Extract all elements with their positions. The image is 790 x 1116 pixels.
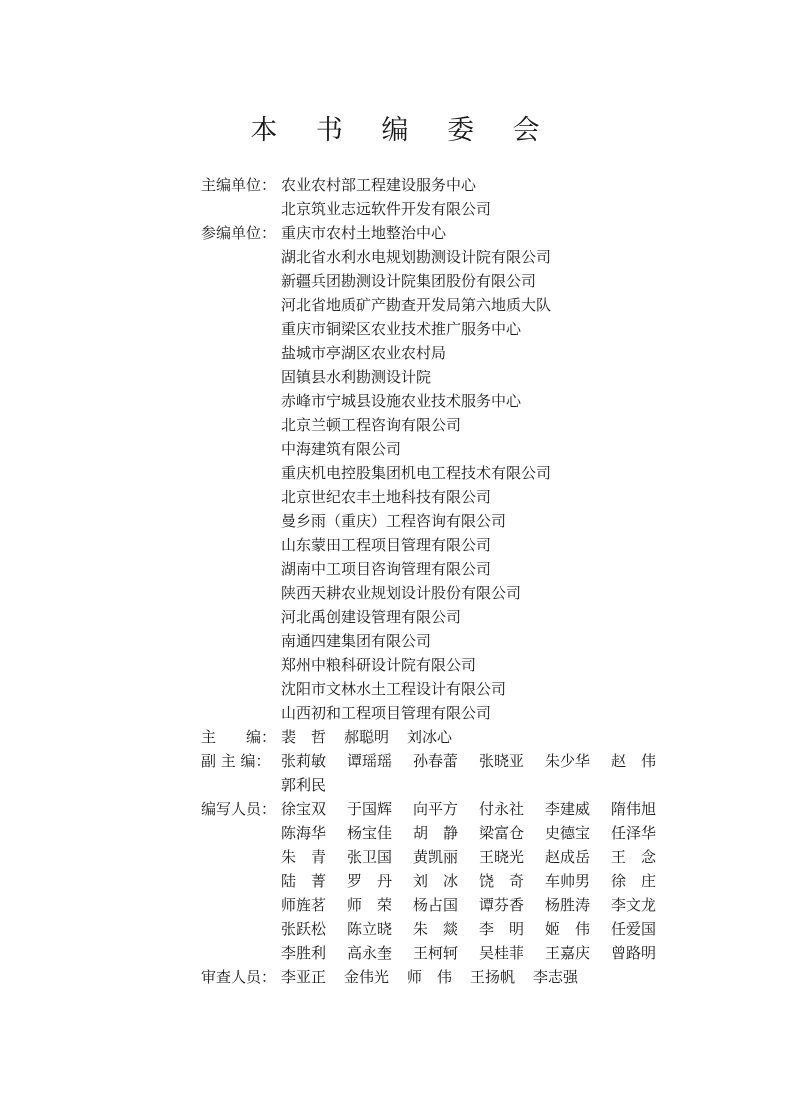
unit-item: 山东蒙田工程项目管理有限公司 xyxy=(281,536,492,554)
person-name: 王 念 xyxy=(611,848,657,866)
person-name: 张晓亚 xyxy=(479,752,525,770)
person-name: 王柯轲 xyxy=(413,944,459,962)
person-name: 陈立晓 xyxy=(347,920,393,938)
chief-units-label: 主编单位： xyxy=(201,176,277,194)
unit-item: 北京筑业志远软件开发有限公司 xyxy=(281,200,492,218)
unit-item: 盐城市亭湖区农业农村局 xyxy=(281,344,447,362)
person-name: 胡 静 xyxy=(413,824,459,842)
deputy-editors-section xyxy=(201,749,661,797)
person-name: 车帅男 xyxy=(545,872,591,890)
unit-item: 郑州中粮科研设计院有限公司 xyxy=(281,656,477,674)
unit-item: 中海建筑有限公司 xyxy=(281,440,402,458)
person-name: 赵成岳 xyxy=(545,848,591,866)
person-name: 陆 菁 xyxy=(281,872,327,890)
unit-item: 北京兰顿工程咨询有限公司 xyxy=(281,416,462,434)
person-name: 高永奎 xyxy=(347,944,393,962)
deputy-editors-label: 副 主 编： xyxy=(201,752,271,770)
person-name: 吴桂菲 xyxy=(479,944,525,962)
person-name: 陈海华 xyxy=(281,824,327,842)
unit-item: 南通四建集团有限公司 xyxy=(281,632,432,650)
person-name: 向平方 xyxy=(413,800,459,818)
person-name: 梁富仓 xyxy=(479,824,525,842)
name-row xyxy=(281,773,677,797)
person-name: 徐宝双 xyxy=(281,800,327,818)
unit-item: 陕西天耕农业规划设计股份有限公司 xyxy=(281,584,522,602)
unit-item: 河北省地质矿产勘查开发局第六地质大队 xyxy=(281,296,552,314)
editors-label: 主 编： xyxy=(201,728,277,746)
person-name: 饶 奇 xyxy=(479,872,525,890)
person-name: 张卫国 xyxy=(347,848,393,866)
person-name: 张莉敏 xyxy=(281,752,327,770)
chief-units-list xyxy=(281,173,661,221)
person-name: 付永社 xyxy=(479,800,525,818)
person-name: 刘 冰 xyxy=(413,872,459,890)
unit-item: 固镇县水利勘测设计院 xyxy=(281,368,432,386)
page-title: 本 书 编 委 会 xyxy=(250,115,555,146)
name-row xyxy=(281,821,677,845)
person-name: 王扬帆 xyxy=(470,968,516,986)
participating-units-label: 参编单位： xyxy=(201,224,277,242)
person-name: 杨胜涛 xyxy=(545,896,591,914)
name-row xyxy=(281,869,677,893)
person-name: 赵 伟 xyxy=(611,752,657,770)
person-name: 王嘉庆 xyxy=(545,944,591,962)
person-name: 孙春蕾 xyxy=(413,752,459,770)
person-name: 任泽华 xyxy=(611,824,657,842)
person-name: 张跃松 xyxy=(281,920,327,938)
chief-units-section xyxy=(201,173,661,221)
name-row xyxy=(281,941,677,965)
participating-units-section xyxy=(201,221,661,725)
person-name: 师 伟 xyxy=(407,968,453,986)
person-name: 李 明 xyxy=(479,920,525,938)
unit-item: 重庆市农村土地整治中心 xyxy=(281,224,447,242)
person-name: 李建威 xyxy=(545,800,591,818)
unit-item: 湖北省水利水电规划勘测设计院有限公司 xyxy=(281,248,552,266)
writers-label: 编写人员： xyxy=(201,800,277,818)
deputy-editors-list xyxy=(281,749,677,797)
person-name: 黄凯丽 xyxy=(413,848,459,866)
name-row xyxy=(281,893,677,917)
unit-item: 重庆市铜梁区农业技术推广服务中心 xyxy=(281,320,522,338)
person-name: 金伟光 xyxy=(344,968,390,986)
person-name: 曾路明 xyxy=(611,944,657,962)
editors-list xyxy=(281,725,661,749)
unit-item: 北京世纪农丰土地科技有限公司 xyxy=(281,488,492,506)
person-name: 李志强 xyxy=(533,968,579,986)
person-name: 朱 燚 xyxy=(413,920,459,938)
name-row xyxy=(281,965,661,989)
unit-item: 农业农村部工程建设服务中心 xyxy=(281,176,477,194)
reviewers-section xyxy=(201,965,661,989)
person-name: 李胜利 xyxy=(281,944,327,962)
person-name: 姬 伟 xyxy=(545,920,591,938)
unit-item: 湖南中工项目咨询管理有限公司 xyxy=(281,560,492,578)
unit-item: 赤峰市宁城县设施农业技术服务中心 xyxy=(281,392,522,410)
unit-item: 曼乡雨（重庆）工程咨询有限公司 xyxy=(281,512,507,530)
reviewers-list xyxy=(281,965,661,989)
person-name: 师 荣 xyxy=(347,896,393,914)
writers-section xyxy=(201,797,661,965)
name-row xyxy=(281,917,677,941)
writers-list xyxy=(281,797,677,965)
unit-item: 山西初和工程项目管理有限公司 xyxy=(281,704,492,722)
name-row xyxy=(281,845,677,869)
person-name: 罗 丹 xyxy=(347,872,393,890)
unit-item: 新疆兵团勘测设计院集团股份有限公司 xyxy=(281,272,537,290)
name-row xyxy=(281,749,677,773)
unit-item: 重庆机电控股集团机电工程技术有限公司 xyxy=(281,464,552,482)
person-name: 朱 青 xyxy=(281,848,327,866)
person-name: 史德宝 xyxy=(545,824,591,842)
editors-section xyxy=(201,725,661,749)
participating-units-list xyxy=(281,221,661,725)
person-name: 于国辉 xyxy=(347,800,393,818)
person-name: 刘冰心 xyxy=(407,728,453,746)
person-name: 任爱国 xyxy=(611,920,657,938)
reviewers-label: 审查人员： xyxy=(201,968,277,986)
person-name: 朱少华 xyxy=(545,752,591,770)
unit-item: 沈阳市文林水土工程设计有限公司 xyxy=(281,680,507,698)
person-name: 师旌茗 xyxy=(281,896,327,914)
person-name: 李文龙 xyxy=(611,896,657,914)
unit-item: 河北禹创建设管理有限公司 xyxy=(281,608,462,626)
person-name: 郭利民 xyxy=(281,776,327,794)
person-name: 谭芬香 xyxy=(479,896,525,914)
person-name: 谭瑶瑶 xyxy=(347,752,393,770)
committee-list xyxy=(201,173,661,989)
person-name: 杨宝佳 xyxy=(347,824,393,842)
name-row xyxy=(281,725,661,749)
person-name: 裴 哲 xyxy=(281,728,327,746)
name-row xyxy=(281,797,677,821)
person-name: 隋伟旭 xyxy=(611,800,657,818)
person-name: 王晓光 xyxy=(479,848,525,866)
person-name: 郝聪明 xyxy=(344,728,390,746)
person-name: 李亚正 xyxy=(281,968,327,986)
person-name: 杨占国 xyxy=(413,896,459,914)
person-name: 徐 庄 xyxy=(611,872,657,890)
